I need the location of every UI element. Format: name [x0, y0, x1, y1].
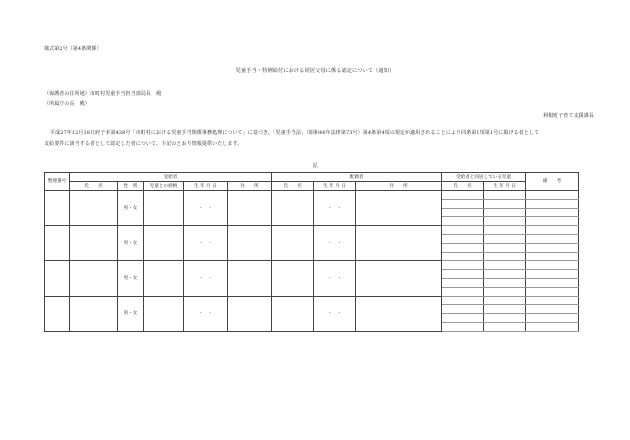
ki-heading: 記 [312, 163, 318, 169]
cell-child-dob [484, 322, 526, 331]
cell-name [70, 226, 118, 261]
cell-biko [526, 296, 579, 305]
cell-child-dob [484, 314, 526, 323]
body-text-line-1: 平成27年12月18日府子本第438号「市町村における児童手当関係事務処理について」に基づき、「児童手当法」（昭和46年法律第73号）第4条第4項の規定が適用されることにより同条第1項第1号に掲げる者として [50, 130, 540, 136]
document-title: 児童手当・特例給付における同居父母に係る認定について（通知） [235, 68, 395, 74]
cell-child-dob [484, 217, 526, 226]
cell-biko [526, 226, 579, 235]
header-haiguusha: 配偶者 [272, 173, 442, 182]
subheader-jusho: 住 所 [356, 182, 442, 191]
cell-name [70, 296, 118, 331]
subheader-seinengappi: 生 年 月 日 [314, 182, 356, 191]
subheader-zokugara: 児童との続柄 [144, 182, 184, 191]
cell-dob: ・ ・ [184, 191, 228, 226]
cell-biko [526, 199, 579, 208]
cell-jusho [228, 296, 272, 331]
cell-child-dob [484, 287, 526, 296]
cell-child-dob [484, 270, 526, 279]
cell-child-name [442, 296, 484, 305]
cell-dob: ・ ・ [314, 296, 356, 331]
cell-child-name [442, 243, 484, 252]
addressee-line-1: （保護者の住所地）市町村児童手当担当部局長 殿 [44, 91, 162, 97]
cell-dob: ・ ・ [184, 261, 228, 296]
cell-biko [526, 234, 579, 243]
cell-child-name [442, 191, 484, 200]
cell-dob: ・ ・ [184, 296, 228, 331]
cell-child-name [442, 217, 484, 226]
cell-child-name [442, 226, 484, 235]
cell-child-dob [484, 191, 526, 200]
cell-biko [526, 322, 579, 331]
cell-biko [526, 305, 579, 314]
cell-child-dob [484, 252, 526, 261]
cell-child-name [442, 305, 484, 314]
cell-seiri [45, 261, 70, 296]
cell-name [70, 191, 118, 226]
cell-biko [526, 191, 579, 200]
cell-jusho [228, 191, 272, 226]
cell-seibetsu: 男・女 [118, 296, 144, 331]
cell-seiri [45, 296, 70, 331]
header-doukyo-jidou: 受給者と同居している児童 [442, 173, 526, 182]
cell-seiri [45, 191, 70, 226]
cell-biko [526, 278, 579, 287]
cell-child-dob [484, 208, 526, 217]
cell-child-dob [484, 226, 526, 235]
cell-seiri [45, 226, 70, 261]
header-biko: 備 考 [526, 173, 579, 191]
cell-child-dob [484, 234, 526, 243]
cell-name [70, 261, 118, 296]
cell-biko [526, 270, 579, 279]
cell-child-name [442, 261, 484, 270]
cell-child-name [442, 199, 484, 208]
cell-child-name [442, 252, 484, 261]
body-text-line-2: 支給要件に該当する者として認定した者について、下記のとおり情報提供いたします。 [44, 141, 243, 147]
cell-biko [526, 261, 579, 270]
cell-child-dob [484, 199, 526, 208]
cell-biko [526, 243, 579, 252]
cell-jusho [356, 191, 442, 226]
cell-dob: ・ ・ [314, 261, 356, 296]
cell-child-name [442, 270, 484, 279]
cell-biko [526, 208, 579, 217]
cell-seibetsu: 男・女 [118, 226, 144, 261]
cell-dob: ・ ・ [184, 226, 228, 261]
cell-biko [526, 287, 579, 296]
cell-jusho [228, 226, 272, 261]
cell-biko [526, 252, 579, 261]
subheader-seinengappi: 生 年 月 日 [484, 182, 526, 191]
report-table [44, 172, 579, 332]
subheader-shimei: 氏 名 [70, 182, 118, 191]
cell-seibetsu: 男・女 [118, 261, 144, 296]
cell-dob: ・ ・ [314, 226, 356, 261]
cell-biko [526, 314, 579, 323]
cell-child-name [442, 234, 484, 243]
cell-child-dob [484, 296, 526, 305]
cell-child-name [442, 208, 484, 217]
cell-jusho [356, 226, 442, 261]
cell-child-name [442, 287, 484, 296]
sender: 利根町子育て支援課長 [542, 113, 594, 119]
cell-seibetsu: 男・女 [118, 191, 144, 226]
cell-zokugara [144, 296, 184, 331]
subheader-jusho: 住 所 [228, 182, 272, 191]
header-seiri-bangou: 整理番号 [45, 173, 70, 191]
addressee-line-2: （所属庁の長 殿） [44, 101, 90, 107]
cell-child-name [442, 322, 484, 331]
cell-name [272, 261, 314, 296]
subheader-shimei: 氏 名 [272, 182, 314, 191]
cell-jusho [356, 296, 442, 331]
header-jukyusha: 受給者 [70, 173, 272, 182]
cell-jusho [356, 261, 442, 296]
form-number: 様式第2号（第4条関係） [44, 46, 102, 52]
subheader-seibetsu: 性 別 [118, 182, 144, 191]
subheader-seinengappi: 生 年 月 日 [184, 182, 228, 191]
cell-name [272, 191, 314, 226]
cell-zokugara [144, 191, 184, 226]
subheader-shimei: 氏 名 [442, 182, 484, 191]
cell-child-name [442, 314, 484, 323]
cell-jusho [228, 261, 272, 296]
cell-name [272, 226, 314, 261]
cell-biko [526, 217, 579, 226]
cell-zokugara [144, 261, 184, 296]
cell-zokugara [144, 226, 184, 261]
cell-child-name [442, 278, 484, 287]
cell-name [272, 296, 314, 331]
cell-child-dob [484, 261, 526, 270]
cell-dob: ・ ・ [314, 191, 356, 226]
cell-child-dob [484, 243, 526, 252]
cell-child-dob [484, 278, 526, 287]
cell-child-dob [484, 305, 526, 314]
